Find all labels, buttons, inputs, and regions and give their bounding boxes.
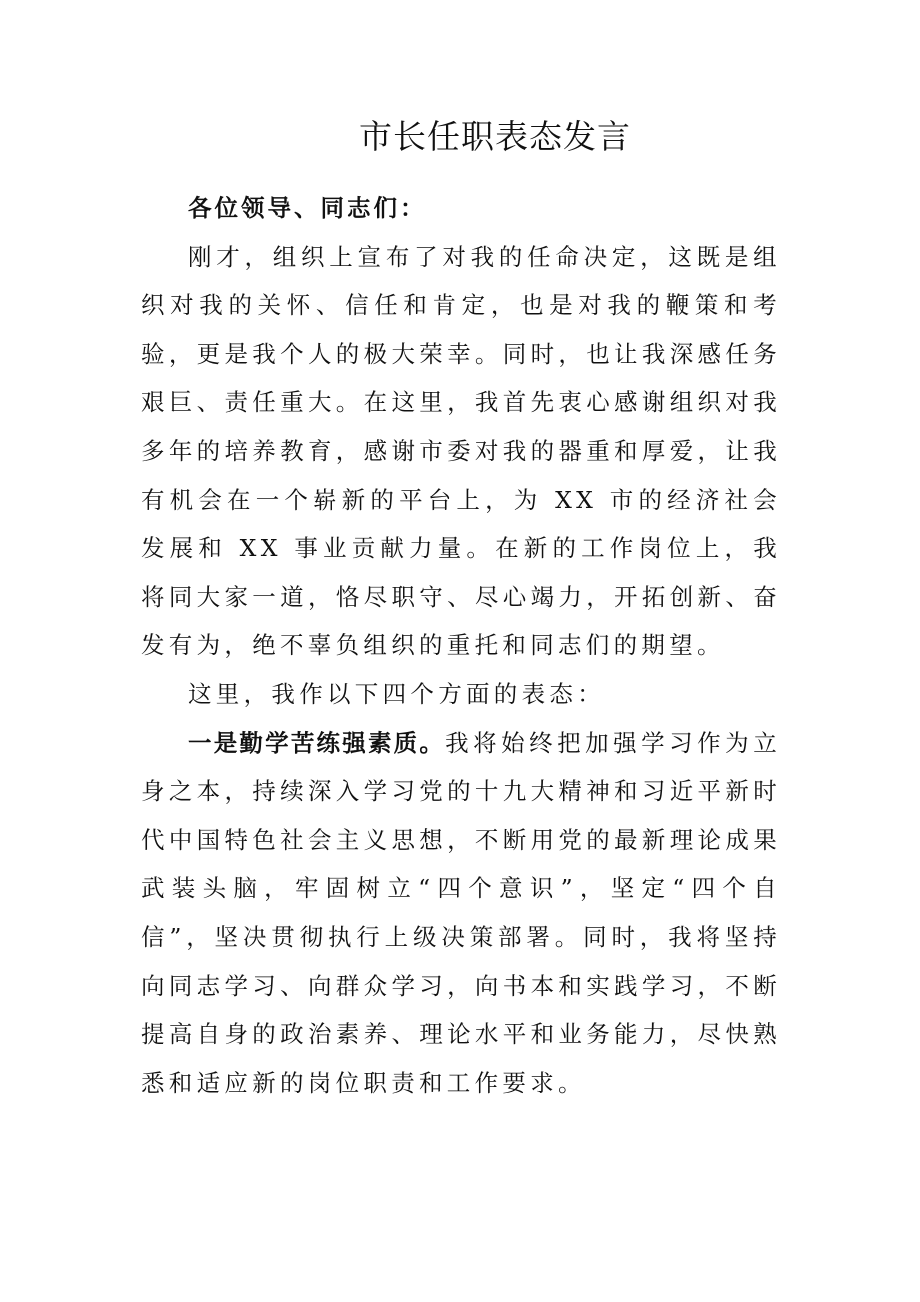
paragraph-intro-pledges: 这里，我作以下四个方面的表态：	[188, 679, 605, 708]
document-title: 市长任职表态发言	[359, 117, 631, 156]
paragraph-point-1	[141, 719, 781, 1108]
point-1-text: 我将始终把加强学习作为立身之本，持续深入学习党的十九大精神和习近平新时代中国特色社会主义思想，不断用党的最新理论成果武装头脑，牢固树立“四个意识”，坚定“四个自信”，坚决贯彻执行上级决策部署。同时，我将坚持向同志学习、向群众学习，向书本和实践学习，不断提高自身的政治素养、理论水平和业务能力，尽快熟悉和适应新的岗位职责和工作要求。	[141, 728, 781, 1097]
salutation: 各位领导、同志们：	[188, 194, 427, 222]
document-body	[141, 184, 781, 1107]
paragraph-appointment-thanks: 刚才，组织上宣布了对我的任命决定，这既是组织对我的关怀、信任和肯定，也是对我的鞭策和考验，更是我个人的极大荣幸。同时，也让我深感任务艰巨、责任重大。在这里，我首先衷心感谢组织对我多年的培养教育，感谢市委对我的器重和厚爱，让我有机会在一个崭新的平台上，为 XX 市的经济社会发展和 XX 事业贡献力量。在新的工作岗位上，我将同大家一道，恪尽职守、尽心竭力，开拓创新、奋发有为，绝不辜负组织的重托和同志们的期望。	[141, 242, 781, 660]
point-1-heading: 一是勤学苦练强素质。	[188, 728, 446, 757]
